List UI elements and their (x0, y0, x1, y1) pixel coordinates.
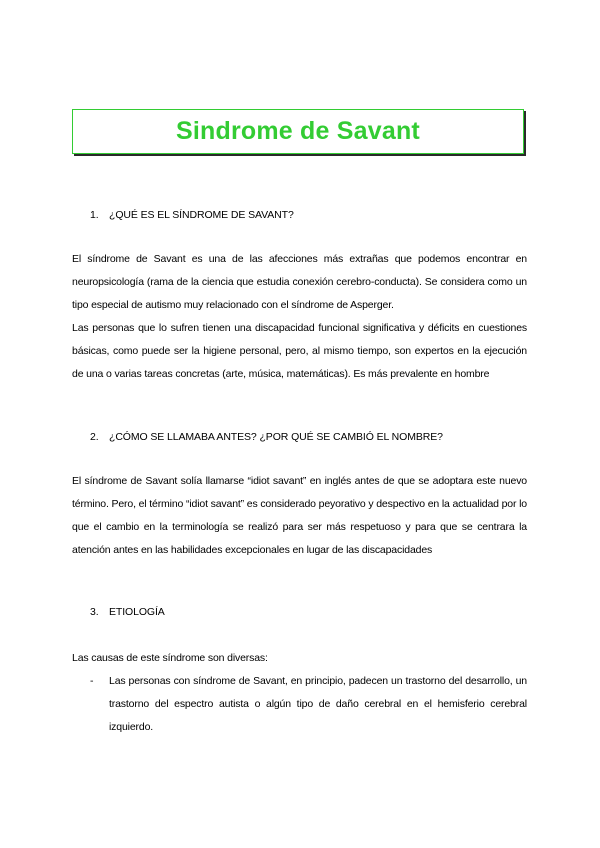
section-2-number: 2. (90, 431, 99, 443)
section-2-paragraph-1: El síndrome de Savant solía llamarse “idiot savant” en inglés antes de que se adoptara este nuevo término. Pero, el término “idiot savant” es considerado peyorativo y despectivo en la actualidad por lo que el cambio en la terminología se realizó para ser más respetuoso y para que se centrara la atención antes en las habilidades excepcionales en lugar de las discapacidades (72, 475, 527, 556)
section-2-heading-text: ¿CÓMO SE LLAMABA ANTES? ¿POR QUÉ SE CAMBIÓ EL NOMBRE? (109, 431, 443, 443)
list-item (90, 670, 527, 739)
document-title: Sindrome de Savant (176, 117, 420, 145)
section-3-heading-text: ETIOLOGÍA (109, 606, 165, 618)
section-3-intro (72, 647, 527, 670)
section-3-heading (90, 606, 165, 618)
section-2-heading (90, 431, 443, 443)
list-bullet-dash: - (90, 675, 94, 687)
section-1-heading-text: ¿QUÉ ES EL SÍNDROME DE SAVANT? (109, 209, 294, 221)
section-1-number: 1. (90, 209, 99, 221)
section-3-number: 3. (90, 606, 99, 618)
title-box (72, 109, 524, 154)
section-1-body (72, 248, 527, 386)
section-2-body (72, 470, 527, 562)
section-1-heading (90, 209, 294, 221)
section-1-paragraph-1: El síndrome de Savant es una de las afecciones más extrañas que podemos encontrar en neuropsicología (rama de la ciencia que estudia conexión cerebro-conducta). Se considera como un tipo especial de autismo muy relacionado con el síndrome de Asperger. (72, 253, 527, 311)
section-3-list (90, 670, 527, 739)
section-1-paragraph-2: Las personas que lo sufren tienen una discapacidad funcional significativa y déficits en cuestiones básicas, como puede ser la higiene personal, pero, al mismo tiempo, son expertos en la ejecución de una o varias tareas concretas (arte, música, matemáticas). Es más prevalente en hombre (72, 322, 527, 380)
section-3-intro-text: Las causas de este síndrome son diversas: (72, 652, 268, 664)
list-item-text: Las personas con síndrome de Savant, en principio, padecen un trastorno del desarrollo, un trastorno del espectro autista o algún tipo de daño cerebral en el hemisferio cerebral izquierdo. (109, 675, 527, 733)
